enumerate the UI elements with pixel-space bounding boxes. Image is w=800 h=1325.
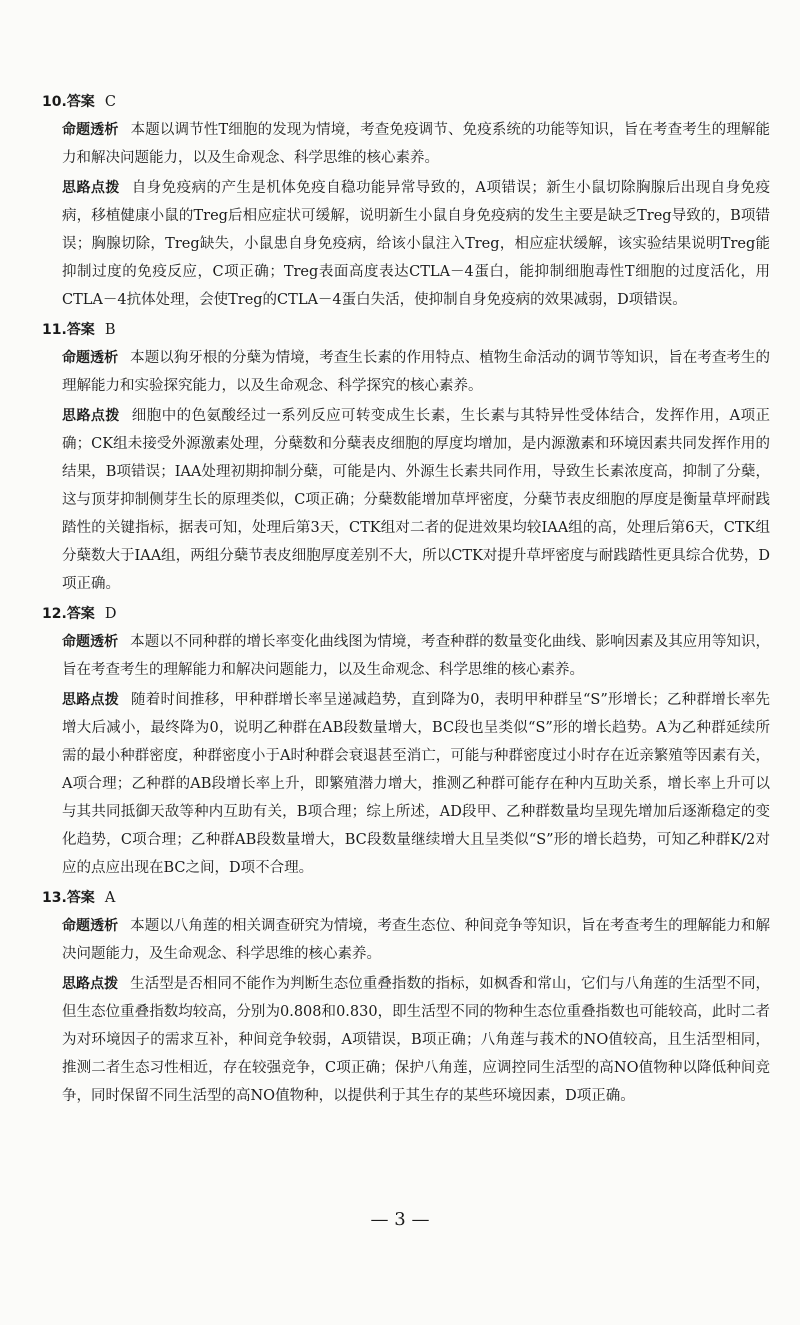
question-number: 11. bbox=[42, 322, 67, 338]
analysis-paragraph bbox=[42, 912, 770, 968]
question-number: 10. bbox=[42, 94, 67, 110]
hint-paragraph bbox=[42, 970, 770, 1110]
hint-paragraph bbox=[42, 402, 770, 598]
hint-label: 思路点拨 bbox=[62, 408, 120, 424]
analysis-label: 命题透析 bbox=[62, 350, 119, 366]
hint-paragraph bbox=[42, 686, 770, 882]
question-13 bbox=[42, 886, 770, 1110]
answer-line bbox=[42, 602, 770, 626]
answer-label: 答案 bbox=[66, 322, 95, 338]
hint-text: 随着时间推移，甲种群增长率呈递减趋势，直到降为0，表明甲种群呈“S”形增长；乙种群增长率先增大后减小，最终降为0，说明乙种群在AB段数量增大，BC段也呈类似“S”形的增长趋势。A为乙种群延续所需的最小种群密度，种群密度小于A时种群会衰退甚至消亡，可能与种群密度过小时存在近亲繁殖等因素有关，A项合理；乙种群的AB段增长率上升，即繁殖潜力增大，推测乙种群可能存在种内互助关系，增长率上升可以与其共同抵御天敌等种内互助有关，B项合理；综上所述，AD段甲、乙种群数量均呈现先增加后逐渐稳定的变化趋势，C项合理；乙种群AB段数量增大，BC段数量继续增大且呈类似“S”形的增长趋势，可知乙种群K/2对应的点应出现在BC之间，D项不合理。 bbox=[62, 692, 771, 876]
answer-value: C bbox=[104, 94, 116, 110]
question-number: 12. bbox=[42, 606, 67, 622]
answer-value: A bbox=[104, 890, 116, 906]
page-number: — 3 — bbox=[370, 1209, 430, 1230]
hint-label: 思路点拨 bbox=[62, 976, 119, 992]
hint-label: 思路点拨 bbox=[62, 692, 120, 708]
hint-text: 生活型是否相同不能作为判断生态位重叠指数的指标，如枫香和常山，它们与八角莲的生活型不同，但生态位重叠指数均较高，分别为0.808和0.830，即生活型不同的物种生态位重叠指数也可能较高，此时二者为对环境因子的需求互补，种间竞争较弱，A项错误，B项正确；八角莲与莪术的NO值较高，且生活型相同，推测二者生态习性相近，存在较强竞争，C项正确；保护八角莲，应调控同生活型的高NO值物种以降低种间竞争，同时保留不同生活型的高NO值物种，以提供利于其生存的某些环境因素，D项正确。 bbox=[62, 976, 770, 1104]
analysis-paragraph bbox=[42, 116, 770, 172]
analysis-paragraph bbox=[42, 628, 770, 684]
analysis-text: 本题以狗牙根的分蘖为情境，考查生长素的作用特点、植物生命活动的调节等知识，旨在考查考生的理解能力和实验探究能力，以及生命观念、科学探究的核心素养。 bbox=[62, 350, 770, 394]
analysis-label: 命题透析 bbox=[62, 634, 119, 650]
analysis-label: 命题透析 bbox=[62, 122, 119, 138]
answer-content bbox=[42, 86, 770, 1112]
analysis-text: 本题以不同种群的增长率变化曲线图为情境，考查种群的数量变化曲线、影响因素及其应用等知识，旨在考查考生的理解能力和解决问题能力，以及生命观念、科学思维的核心素养。 bbox=[62, 634, 770, 678]
answer-value: D bbox=[104, 606, 117, 622]
hint-paragraph bbox=[42, 174, 770, 314]
answer-value: B bbox=[104, 322, 116, 338]
hint-text: 细胞中的色氨酸经过一系列反应可转变成生长素，生长素与其特异性受体结合，发挥作用，A项正确；CK组未接受外源激素处理，分蘖数和分蘖表皮细胞的厚度均增加，是内源激素和环境因素共同发挥作用的结果，B项错误；IAA处理初期抑制分蘖，可能是内、外源生长素共同作用，导致生长素浓度高，抑制了分蘖，这与顶芽抑制侧芽生长的原理类似，C项正确；分蘖数能增加草坪密度，分蘖节表皮细胞的厚度是衡量草坪耐践踏性的关键指标，据表可知，处理后第3天，CTK组对二者的促进效果均较IAA组的高，处理后第6天，CTK组分蘖数大于IAA组，两组分蘖节表皮细胞厚度差别不大，所以CTK对提升草坪密度与耐践踏性更具综合优势，D项正确。 bbox=[62, 408, 771, 592]
analysis-text: 本题以八角莲的相关调查研究为情境，考查生态位、种间竞争等知识，旨在考查考生的理解能力和解决问题能力，及生命观念、科学思维的核心素养。 bbox=[62, 918, 770, 962]
question-12 bbox=[42, 602, 770, 882]
hint-label: 思路点拨 bbox=[62, 180, 120, 196]
question-11 bbox=[42, 318, 770, 598]
answer-label: 答案 bbox=[66, 890, 95, 906]
hint-text: 自身免疫病的产生是机体免疫自稳功能异常导致的，A项错误；新生小鼠切除胸腺后出现自身免疫病，移植健康小鼠的Treg后相应症状可缓解，说明新生小鼠自身免疫病的发生主要是缺乏Treg导致的，B项错误；胸腺切除，Treg缺失，小鼠患自身免疫病，给该小鼠注入Treg，相应症状缓解，该实验结果说明Treg能抑制过度的免疫反应，C项正确；Treg表面高度表达CTLA－4蛋白，能抑制细胞毒性T细胞的过度活化，用CTLA－4抗体处理，会使Treg的CTLA－4蛋白失活，使抑制自身免疫病的效果减弱，D项错误。 bbox=[62, 180, 771, 308]
answer-label: 答案 bbox=[66, 94, 95, 110]
analysis-label: 命题透析 bbox=[62, 918, 119, 934]
answer-line bbox=[42, 886, 770, 910]
analysis-paragraph bbox=[42, 344, 770, 400]
answer-label: 答案 bbox=[66, 606, 95, 622]
question-number: 13. bbox=[42, 890, 67, 906]
analysis-text: 本题以调节性T细胞的发现为情境，考查免疫调节、免疫系统的功能等知识，旨在考查考生的理解能力和解决问题能力，以及生命观念、科学思维的核心素养。 bbox=[62, 122, 771, 166]
answer-line bbox=[42, 90, 770, 114]
answer-line bbox=[42, 318, 770, 342]
question-10 bbox=[42, 90, 770, 314]
